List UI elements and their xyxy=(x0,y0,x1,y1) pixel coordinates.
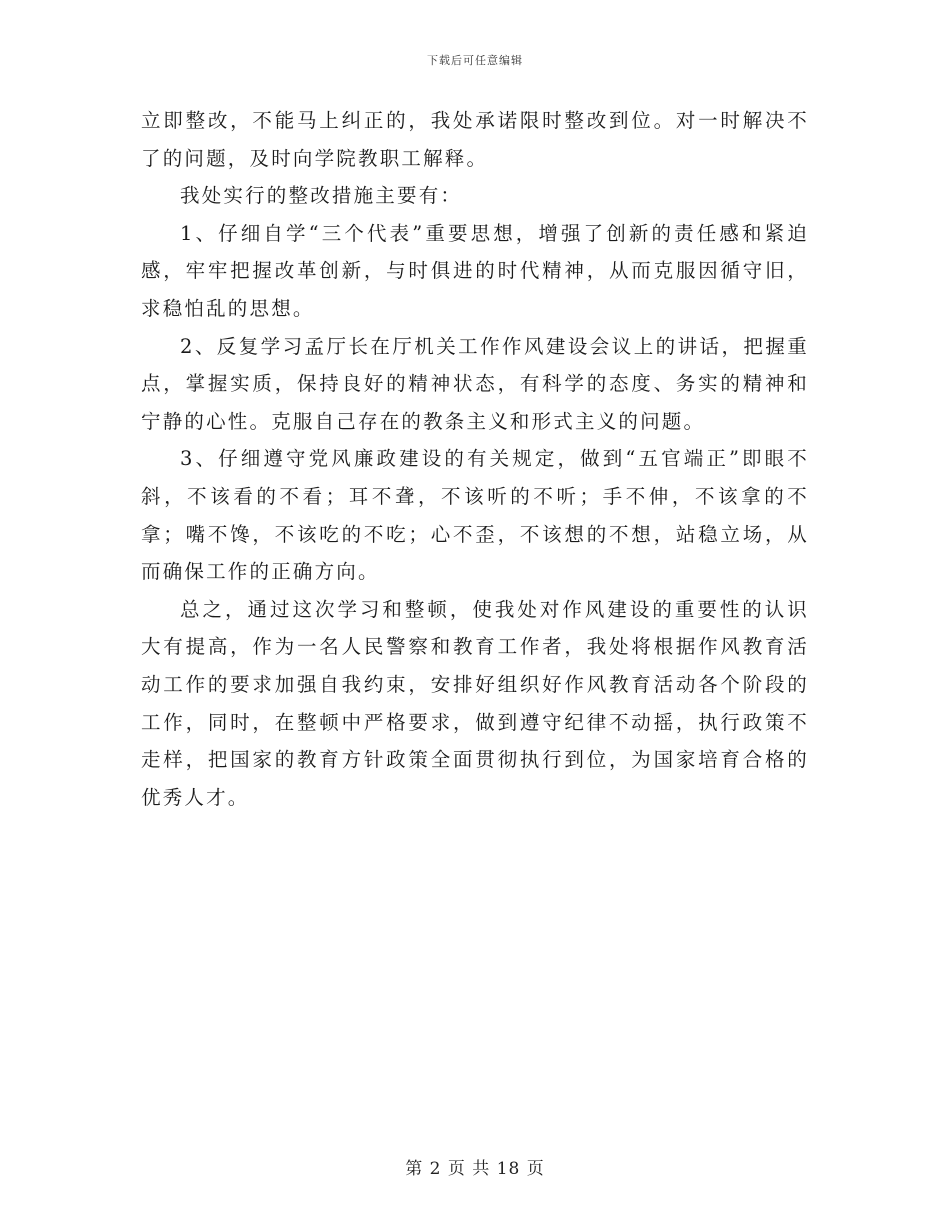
paragraph-5: 3、仔细遵守党风廉政建设的有关规定，做到“五官端正”即眼不斜，不该看的不看；耳不聋，不该听的不听；手不伸，不该拿的不拿；嘴不馋，不该吃的不吃；心不歪，不该想的不想，站稳立场，从而确保工作的正确方向。 xyxy=(141,447,809,584)
paragraph-3: 1、仔细自学“三个代表”重要思想，增强了创新的责任感和紧迫感，牢牢把握改革创新，与时俱进的时代精神，从而克服因循守旧，求稳怕乱的思想。 xyxy=(141,221,809,320)
page-header-note: 下载后可任意编辑 xyxy=(427,54,523,67)
paragraph-1: 立即整改，不能马上纠正的，我处承诺限时整改到位。对一时解决不了的问题，及时向学院教职工解释。 xyxy=(141,109,809,170)
document-body xyxy=(141,102,809,816)
paragraph-2: 我处实行的整改措施主要有： xyxy=(180,184,463,208)
paragraph-6: 总之，通过这次学习和整顿，使我处对作风建设的重要性的认识大有提高，作为一名人民警察和教育工作者，我处将根据作风教育活动工作的要求加强自我约束，安排好组织好作风教育活动各个阶段的工作，同时，在整顿中严格要求，做到遵守纪律不动摇，执行政策不走样，把国家的教育方针政策全面贯彻执行到位，为国家培育合格的优秀人才。 xyxy=(141,597,809,809)
page-number-footer: 第 2 页 共 18 页 xyxy=(405,1159,545,1179)
paragraph-4: 2、反复学习孟厅长在厅机关工作作风建设会议上的讲话，把握重点，掌握实质，保持良好的精神状态，有科学的态度、务实的精神和宁静的心性。克服自己存在的教条主义和形式主义的问题。 xyxy=(141,334,809,433)
